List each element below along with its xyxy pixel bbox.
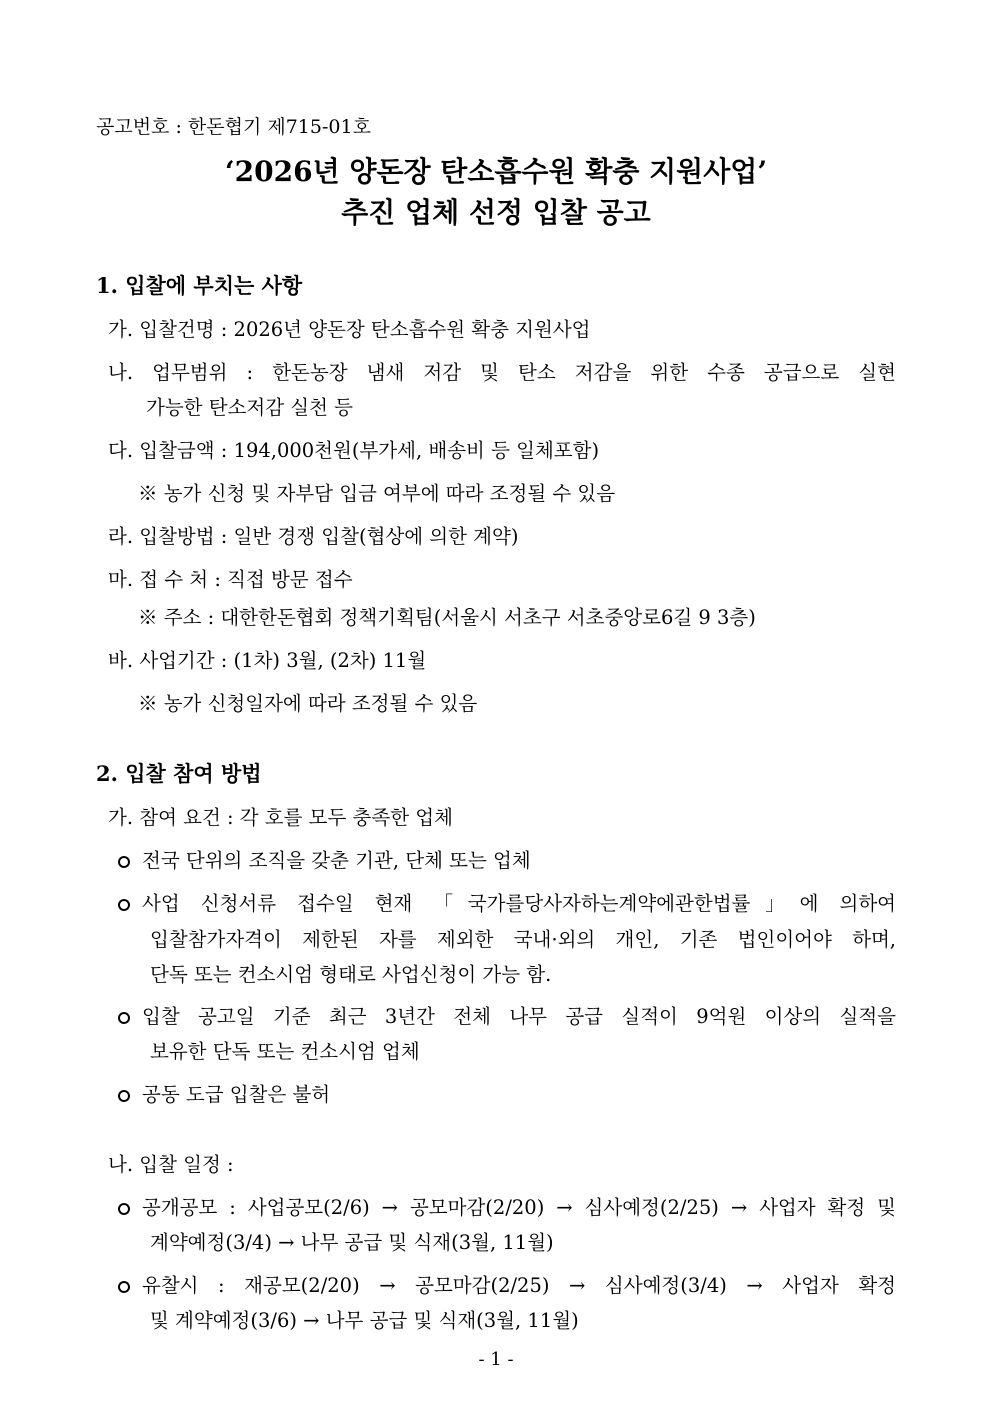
requirement-2-line-2: 입찰참가자격이 제한된 자를 제외한 국내·외의 개인, 기존 법인이어야 하며, — [150, 928, 896, 951]
requirement-4: 공동 도급 입찰은 불허 — [118, 1080, 330, 1110]
item-reception: 마. 접 수 처 : 직접 방문 접수 — [108, 568, 353, 591]
item-schedule: 나. 입찰 일정 : — [108, 1153, 234, 1176]
requirement-1: 전국 단위의 조직을 갖춘 기관, 단체 또는 업체 — [118, 846, 531, 876]
schedule-1-line-1: 공개공모 : 사업공모(2/6) → 공모마감(2/20) → 심사예정(2/25) → 사업자 확정 및 — [118, 1193, 896, 1223]
item-bid-amount: 다. 입찰금액 : 194,000천원(부가세, 배송비 등 일체포함) — [108, 439, 600, 462]
schedule-2-line-2: 및 계약예정(3/6) → 나무 공급 및 식재(3월, 11월) — [150, 1309, 579, 1332]
requirement-2-line-3: 단독 또는 컨소시엄 형태로 사업신청이 가능 함. — [150, 963, 552, 986]
schedule-1-line-2: 계약예정(3/4) → 나무 공급 및 식재(3월, 11월) — [150, 1231, 554, 1254]
item-project-period-note: ※ 농가 신청일자에 따라 조정될 수 있음 — [138, 692, 478, 715]
schedule-2-line-1: 유찰시 : 재공모(2/20) → 공모마감(2/25) → 심사예정(3/4) → 사업자 확정 — [118, 1271, 896, 1301]
title-line-2: 추진 업체 선정 입찰 공고 — [341, 196, 651, 229]
item-project-period: 바. 사업기간 : (1차) 3월, (2차) 11월 — [108, 649, 427, 672]
requirement-3-line-1: 입찰 공고일 기준 최근 3년간 전체 나무 공급 실적이 9억원 이상의 실적을 — [118, 1002, 896, 1032]
section-2-heading: 2. 입찰 참여 방법 — [96, 761, 262, 786]
bullet-circle-icon — [118, 856, 130, 868]
item-scope-line-2: 가능한 탄소저감 실천 등 — [146, 396, 353, 419]
item-reception-address: ※ 주소 : 대한한돈협회 정책기획팀(서울시 서초구 서초중앙로6길 9 3층) — [138, 606, 756, 629]
requirement-2-line-1: 사업 신청서류 접수일 현재 「국가를당사자하는계약에관한법률」에 의하여 — [118, 889, 896, 919]
bullet-circle-icon — [118, 1090, 130, 1102]
requirement-3-line-2: 보유한 단독 또는 컨소시엄 업체 — [150, 1040, 420, 1063]
item-bid-amount-note: ※ 농가 신청 및 자부담 입금 여부에 따라 조정될 수 있음 — [138, 482, 616, 505]
section-1-heading: 1. 입찰에 부치는 사항 — [96, 273, 303, 298]
bullet-circle-icon — [118, 1203, 130, 1215]
item-scope-line-1: 나. 업무범위 : 한돈농장 냄새 저감 및 탄소 저감을 위한 수종 공급으로 실현 — [108, 361, 896, 384]
notice-number: 공고번호 : 한돈협기 제715-01호 — [96, 116, 371, 138]
bullet-circle-icon — [118, 899, 130, 911]
title-line-1: ‘2026년 양돈장 탄소흡수원 확충 지원사업’ — [224, 155, 768, 188]
bullet-circle-icon — [118, 1012, 130, 1024]
item-bid-name: 가. 입찰건명 : 2026년 양돈장 탄소흡수원 확충 지원사업 — [108, 318, 591, 341]
bullet-circle-icon — [118, 1281, 130, 1293]
page-number: - 1 - — [478, 1349, 514, 1370]
item-requirements: 가. 참여 요건 : 각 호를 모두 충족한 업체 — [108, 806, 453, 829]
item-bid-method: 라. 입찰방법 : 일반 경쟁 입찰(협상에 의한 계약) — [108, 525, 519, 548]
